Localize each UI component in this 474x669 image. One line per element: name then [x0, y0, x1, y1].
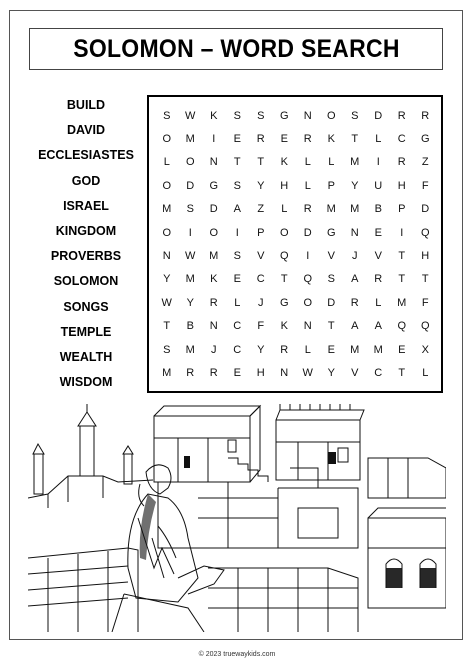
- grid-letter[interactable]: N: [303, 109, 312, 122]
- grid-letter[interactable]: E: [233, 133, 241, 146]
- grid-letter[interactable]: E: [233, 366, 241, 379]
- grid-letter[interactable]: L: [304, 156, 311, 169]
- grid-letter[interactable]: E: [398, 343, 406, 356]
- grid-letter[interactable]: R: [421, 109, 430, 122]
- word-list-item: KINGDOM: [55, 223, 117, 238]
- word-list-item: WEALTH: [59, 349, 113, 364]
- grid-letter[interactable]: G: [279, 296, 289, 309]
- grid-letter[interactable]: B: [186, 320, 194, 333]
- grid-letter[interactable]: I: [188, 226, 192, 239]
- grid-letter[interactable]: H: [256, 366, 265, 379]
- grid-letter[interactable]: N: [209, 156, 218, 169]
- grid-letter[interactable]: Q: [279, 250, 289, 263]
- grid-letter[interactable]: C: [233, 343, 242, 356]
- grid-letter[interactable]: T: [421, 273, 429, 286]
- grid-letter[interactable]: M: [185, 273, 195, 286]
- grid-letter[interactable]: Y: [257, 343, 265, 356]
- grid-letter[interactable]: V: [351, 366, 359, 379]
- grid-letter[interactable]: L: [375, 296, 382, 309]
- grid-letter[interactable]: W: [185, 250, 196, 263]
- grid-letter[interactable]: S: [233, 250, 241, 263]
- grid-letter[interactable]: M: [162, 366, 172, 379]
- grid-letter[interactable]: G: [420, 133, 430, 146]
- grid-letter[interactable]: O: [162, 179, 172, 192]
- grid-letter[interactable]: T: [398, 250, 406, 263]
- grid-letter[interactable]: I: [306, 250, 310, 263]
- grid-letter[interactable]: R: [397, 156, 406, 169]
- grid-letter[interactable]: I: [400, 226, 404, 239]
- grid-letter[interactable]: H: [280, 179, 289, 192]
- grid-letter[interactable]: M: [397, 296, 407, 309]
- word-list-item: DAVID: [67, 123, 105, 138]
- grid-letter[interactable]: M: [185, 133, 195, 146]
- grid-letter[interactable]: J: [258, 296, 264, 309]
- grid-letter[interactable]: L: [281, 203, 288, 216]
- grid-letter[interactable]: N: [162, 250, 171, 263]
- grid-letter[interactable]: M: [350, 203, 360, 216]
- grid-letter[interactable]: K: [327, 133, 335, 146]
- grid-letter[interactable]: A: [374, 320, 382, 333]
- page-title: SOLOMON – WORD SEARCH: [72, 34, 400, 63]
- grid-letter[interactable]: Z: [257, 203, 265, 216]
- grid-letter[interactable]: D: [303, 226, 312, 239]
- grid-letter[interactable]: T: [327, 320, 335, 333]
- grid-letter[interactable]: R: [186, 366, 195, 379]
- copyright: © 2023 truewaykids.com: [198, 651, 276, 658]
- grid-letter[interactable]: C: [233, 320, 242, 333]
- grid-letter[interactable]: W: [302, 366, 313, 379]
- grid-letter[interactable]: O: [303, 296, 313, 309]
- grid-letter[interactable]: J: [352, 250, 358, 263]
- grid-letter[interactable]: K: [210, 273, 218, 286]
- grid-letter[interactable]: F: [257, 320, 265, 333]
- grid-letter[interactable]: R: [256, 133, 265, 146]
- word-list-item: PROVERBS: [50, 249, 122, 264]
- grid-letter[interactable]: T: [163, 320, 171, 333]
- grid-letter[interactable]: W: [185, 109, 196, 122]
- grid-letter[interactable]: D: [209, 203, 218, 216]
- grid-letter[interactable]: G: [279, 109, 289, 122]
- grid-letter[interactable]: D: [186, 179, 195, 192]
- word-list-item: ECCLESIASTES: [38, 148, 134, 163]
- grid-letter[interactable]: Y: [351, 179, 359, 192]
- grid-letter[interactable]: Y: [327, 366, 335, 379]
- grid-letter[interactable]: O: [279, 226, 289, 239]
- word-search-grid: [147, 95, 443, 393]
- grid-letter[interactable]: L: [234, 296, 241, 309]
- grid-letter[interactable]: Q: [397, 320, 407, 333]
- grid-letter[interactable]: H: [421, 250, 430, 263]
- grid-letter[interactable]: U: [374, 179, 383, 192]
- grid-letter[interactable]: L: [328, 156, 335, 169]
- grid-letter[interactable]: I: [235, 226, 239, 239]
- grid-letter[interactable]: K: [280, 320, 288, 333]
- grid-letter[interactable]: T: [280, 273, 288, 286]
- grid-letter[interactable]: N: [350, 226, 359, 239]
- grid-letter[interactable]: P: [257, 226, 265, 239]
- grid-letter[interactable]: M: [373, 343, 383, 356]
- grid-letter[interactable]: Q: [420, 226, 430, 239]
- grid-letter[interactable]: F: [421, 179, 429, 192]
- title-box: [29, 28, 443, 70]
- grid-letter[interactable]: S: [186, 203, 194, 216]
- grid-letter[interactable]: I: [212, 133, 216, 146]
- grid-letter[interactable]: J: [211, 343, 217, 356]
- grid-letter[interactable]: O: [326, 109, 336, 122]
- word-list: [36, 93, 136, 395]
- grid-letter[interactable]: A: [351, 273, 359, 286]
- grid-letter[interactable]: M: [326, 203, 336, 216]
- grid-letter[interactable]: K: [280, 156, 288, 169]
- grid-letter[interactable]: W: [161, 296, 172, 309]
- grid-letter[interactable]: C: [374, 366, 383, 379]
- grid-letter[interactable]: Q: [420, 320, 430, 333]
- grid-letter[interactable]: R: [209, 366, 218, 379]
- word-list-item: TEMPLE: [60, 324, 112, 339]
- word-list-item: GOD: [71, 173, 101, 188]
- word-list-item: SONGS: [63, 299, 109, 314]
- grid-letter[interactable]: S: [163, 109, 171, 122]
- grid-letter[interactable]: T: [233, 156, 241, 169]
- grid-letter[interactable]: M: [185, 343, 195, 356]
- grid-letter[interactable]: I: [376, 156, 380, 169]
- grid-letter[interactable]: Y: [186, 296, 194, 309]
- grid-letter[interactable]: E: [327, 343, 335, 356]
- grid-letter[interactable]: P: [398, 203, 406, 216]
- grid-letter[interactable]: M: [162, 203, 172, 216]
- grid-letter[interactable]: S: [233, 179, 241, 192]
- grid-letter[interactable]: H: [397, 179, 406, 192]
- word-list-item: BUILD: [66, 98, 106, 112]
- grid-letter[interactable]: E: [374, 226, 382, 239]
- word-list-item: WISDOM: [59, 375, 113, 390]
- grid-letter[interactable]: F: [421, 296, 429, 309]
- grid-letter[interactable]: G: [326, 226, 336, 239]
- grid-letter[interactable]: R: [397, 109, 406, 122]
- grid-letter[interactable]: A: [233, 203, 241, 216]
- grid-letter[interactable]: N: [280, 366, 289, 379]
- grid-letter[interactable]: X: [421, 343, 429, 356]
- grid-letter[interactable]: S: [163, 343, 171, 356]
- grid-letter[interactable]: O: [185, 156, 195, 169]
- grid-letter[interactable]: D: [374, 109, 383, 122]
- grid-letter[interactable]: L: [304, 343, 311, 356]
- grid-letter[interactable]: L: [304, 179, 311, 192]
- grid-letter[interactable]: R: [209, 296, 218, 309]
- grid-letter[interactable]: O: [162, 226, 172, 239]
- grid-letter[interactable]: R: [303, 203, 312, 216]
- grid-letter[interactable]: E: [280, 133, 288, 146]
- grid-letter[interactable]: M: [350, 343, 360, 356]
- grid-letter[interactable]: N: [209, 320, 218, 333]
- grid-letter[interactable]: V: [327, 250, 335, 263]
- grid-letter[interactable]: T: [398, 366, 406, 379]
- grid-letter[interactable]: R: [350, 296, 359, 309]
- grid-letter[interactable]: C: [397, 133, 406, 146]
- grid-letter[interactable]: G: [209, 179, 219, 192]
- grid-letter[interactable]: R: [303, 133, 312, 146]
- grid-letter[interactable]: A: [351, 320, 359, 333]
- grid-letter[interactable]: Z: [421, 156, 429, 169]
- grid-letter[interactable]: V: [374, 250, 382, 263]
- grid-letter[interactable]: T: [257, 156, 265, 169]
- grid-letter[interactable]: C: [256, 273, 265, 286]
- grid-letter[interactable]: T: [351, 133, 359, 146]
- letter-grid: [155, 104, 437, 385]
- grid-letter[interactable]: L: [375, 133, 382, 146]
- word-list-item: SOLOMON: [53, 274, 119, 289]
- grid-letter[interactable]: O: [209, 226, 219, 239]
- grid-letter[interactable]: E: [233, 273, 241, 286]
- grid-letter[interactable]: S: [257, 109, 265, 122]
- grid-letter[interactable]: Y: [257, 179, 265, 192]
- word-list-item: ISRAEL: [63, 198, 109, 213]
- grid-letter[interactable]: R: [280, 343, 289, 356]
- grid-letter[interactable]: R: [374, 273, 383, 286]
- grid-letter[interactable]: M: [209, 250, 219, 263]
- grid-letter[interactable]: Y: [163, 273, 171, 286]
- grid-letter[interactable]: N: [303, 320, 312, 333]
- grid-letter[interactable]: P: [327, 179, 335, 192]
- grid-letter[interactable]: D: [327, 296, 336, 309]
- grid-letter[interactable]: M: [350, 156, 360, 169]
- grid-letter[interactable]: K: [210, 109, 218, 122]
- grid-letter[interactable]: Q: [303, 273, 313, 286]
- grid-letter[interactable]: V: [257, 250, 265, 263]
- grid-letter[interactable]: D: [421, 203, 430, 216]
- grid-letter[interactable]: S: [327, 273, 335, 286]
- grid-letter[interactable]: B: [374, 203, 382, 216]
- grid-letter[interactable]: T: [398, 273, 406, 286]
- grid-letter[interactable]: S: [233, 109, 241, 122]
- grid-letter[interactable]: O: [162, 133, 172, 146]
- grid-letter[interactable]: L: [163, 156, 170, 169]
- grid-letter[interactable]: L: [422, 366, 429, 379]
- grid-letter[interactable]: S: [351, 109, 359, 122]
- solomon-overlooking-jerusalem-illustration: [28, 398, 446, 632]
